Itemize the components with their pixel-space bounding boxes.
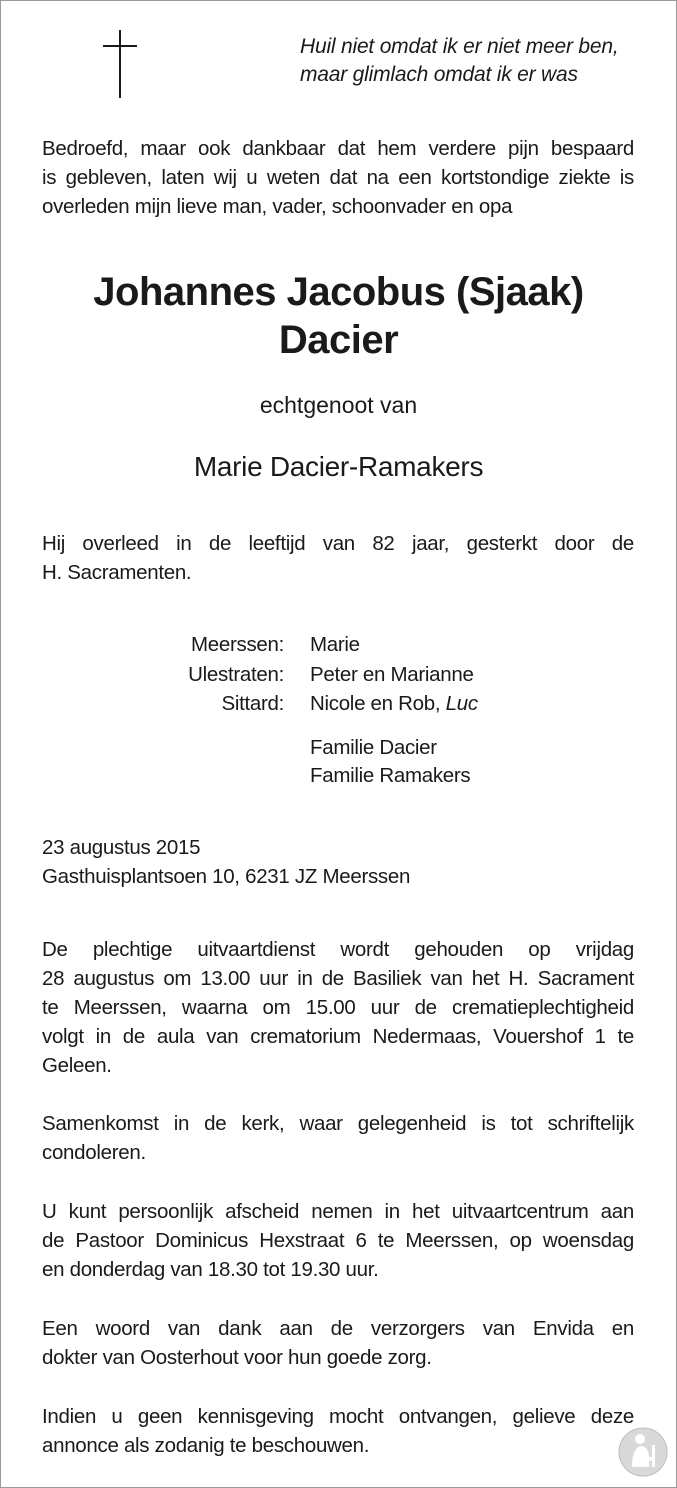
text-line: H. Sacramenten. bbox=[42, 561, 192, 584]
family-names-text: Peter en Marianne bbox=[310, 663, 474, 686]
thanks-paragraph bbox=[42, 1314, 634, 1372]
family-names bbox=[310, 630, 360, 659]
grandchild-name: Luc bbox=[445, 692, 478, 715]
text-line: dokter van Oosterhout voor hun goede zorg. bbox=[42, 1346, 432, 1369]
ceremony-paragraph bbox=[42, 935, 634, 1080]
text-line: 28 augustus om 13.00 uur in de Basiliek van het H. Sacrament bbox=[42, 967, 634, 990]
quote-line: maar glimlach omdat ik er was bbox=[300, 63, 578, 86]
text-line: de Pastoor Dominicus Hexstraat 6 te Meerssen, op woensdag bbox=[42, 1229, 634, 1252]
text-line: Indien u geen kennisgeving mocht ontvangen, gelieve deze bbox=[42, 1405, 634, 1428]
text-line: annonce als zodanig te beschouwen. bbox=[42, 1434, 370, 1457]
date-address bbox=[42, 833, 634, 891]
address-line: Gasthuisplantsoen 10, 6231 JZ Meerssen bbox=[42, 865, 411, 888]
text-line: De plechtige uitvaartdienst wordt gehouden op vrijdag bbox=[42, 938, 634, 961]
name-line: Dacier bbox=[278, 318, 399, 362]
text-line: Hij overleed in de leeftijd van 82 jaar, gesterkt door de bbox=[42, 532, 634, 555]
text-line: Geleen. bbox=[42, 1054, 112, 1077]
text-line: is gebleven, laten wij u weten dat na een kortstondige ziekte is bbox=[42, 166, 634, 189]
relation-text: echtgenoot van bbox=[259, 392, 418, 418]
family-names bbox=[310, 660, 474, 689]
name-line: Johannes Jacobus (Sjaak) bbox=[93, 270, 584, 314]
gathering-paragraph bbox=[42, 1109, 634, 1167]
spouse-name: Marie Dacier-Ramakers bbox=[193, 451, 484, 482]
family-place: Meerssen: bbox=[190, 633, 284, 656]
intro-paragraph bbox=[42, 134, 634, 221]
family-group: Familie Dacier bbox=[310, 736, 437, 759]
text-line: Een woord van dank aan de verzorgers van Envida en bbox=[42, 1317, 634, 1340]
age-paragraph bbox=[42, 529, 634, 587]
family-names-text: Nicole en Rob, bbox=[310, 692, 446, 715]
text-line: en donderdag van 18.30 tot 19.30 uur. bbox=[42, 1258, 379, 1281]
text-line: Bedroefd, maar ook dankbaar dat hem verdere pijn bespaard bbox=[42, 137, 634, 160]
family-names bbox=[310, 689, 478, 718]
closing-paragraph bbox=[42, 1402, 634, 1460]
farewell-paragraph bbox=[42, 1197, 634, 1284]
mourning-figure-logo-icon bbox=[618, 1427, 668, 1477]
text-line: volgt in de aula van crematorium Nedermaas, Vouershof 1 te bbox=[42, 1025, 634, 1048]
family-names-text: Marie bbox=[310, 633, 360, 656]
deceased-name bbox=[0, 268, 677, 364]
quote bbox=[300, 33, 660, 89]
quote-line: Huil niet omdat ik er niet meer ben, bbox=[300, 35, 619, 58]
text-line: te Meerssen, waarna om 15.00 uur de crematieplechtigheid bbox=[42, 996, 634, 1019]
family-place: Ulestraten: bbox=[188, 663, 284, 686]
text-line: U kunt persoonlijk afscheid nemen in het uitvaartcentrum aan bbox=[42, 1200, 634, 1223]
text-line: overleden mijn lieve man, vader, schoonvader en opa bbox=[42, 195, 513, 218]
text-line: condoleren. bbox=[42, 1141, 146, 1164]
family-place: Sittard: bbox=[221, 692, 284, 715]
text-line: Samenkomst in de kerk, waar gelegenheid is tot schriftelijk bbox=[42, 1112, 634, 1135]
family-group: Familie Ramakers bbox=[310, 764, 471, 787]
date-line: 23 augustus 2015 bbox=[42, 836, 201, 859]
latin-cross-icon bbox=[103, 30, 137, 98]
